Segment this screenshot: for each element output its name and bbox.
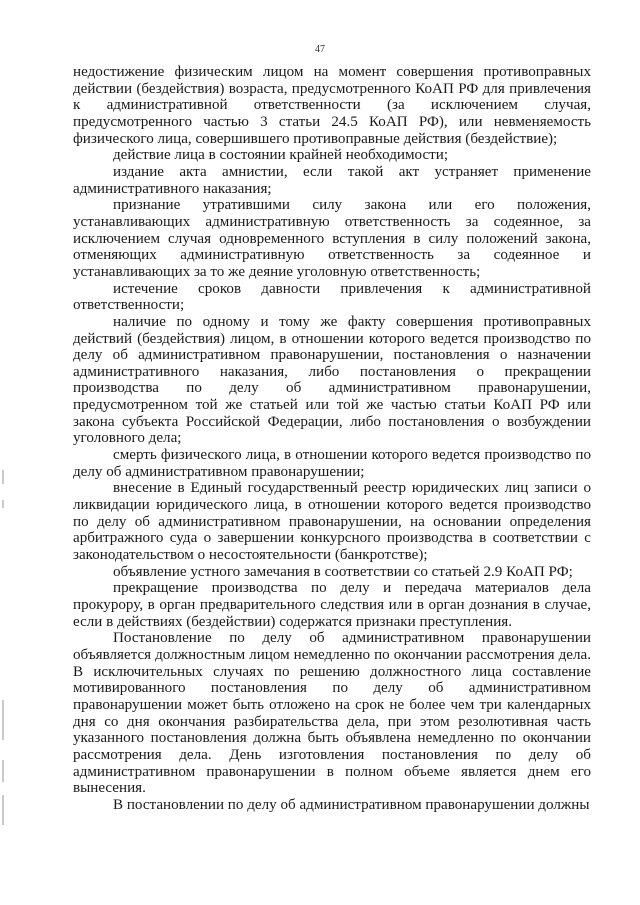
paragraph: действие лица в состоянии крайней необходимости; xyxy=(113,147,449,164)
scan-margin-marks xyxy=(2,470,6,830)
document-body xyxy=(73,64,591,814)
paragraph: издание акта амнистии, если такой акт устраняет применение административного наказания; xyxy=(73,163,591,197)
paragraph: недостижение физическим лицом на момент совершения противоправных действии (бездействия) возраста, предусмотренного КоАП РФ для привлечения к административной ответственности (за исключением случая, предусмотренного частью 3 статьи 24.5 КоАП РФ), или невменяемость физического лица, совершившего противоправные действия (бездействие); xyxy=(73,64,591,147)
paragraph: признание утратившими силу закона или его положения, устанавливающих административную ответственность за содеянное, за исключением случая одновременного вступления в силу положений закона, отменяющих административную ответственность за содеянное и устанавливающих за то же деяние уголовную ответственность; xyxy=(73,197,591,280)
paragraph: наличие по одному и тому же факту совершения противоправных действий (бездействия) лицом, в отношении которого ведется производство по делу об административном правонарушении, постановления о назначении административного наказания, либо постановления о прекращении производства по делу об административном правонарушении, предусмотренном той же статьей или той же частью статьи КоАП РФ или закона субъекта Российской Федерации, либо постановления о возбуждении уголовного дела; xyxy=(73,313,591,447)
paragraph: внесение в Единый государственный реестр юридических лиц записи о ликвидации юридического лица, в отношении которого ведется производство по делу об административном правонарушении, на основании определения арбитражного суда о завершении конкурсного производства в соответствии с законодательством о несостоятельности (банкротстве); xyxy=(73,480,591,564)
paragraph: прекращение производства по делу и передача материалов дела прокурору, в орган предварительного следствия или в орган дознания в случае, если в действиях (бездействии) содержатся признаки преступления. xyxy=(73,580,591,630)
page-number: 47 xyxy=(315,44,325,55)
paragraph: истечение сроков давности привлечения к административной ответственности; xyxy=(73,280,591,314)
paragraph: Постановление по делу об административном правонарушении объявляется должностным лицом немедленно по окончании рассмотрения дела. В исключительных случаях по решению должностного лица составление мотивированного постановления по делу об административном правонарушении может быть отложено на срок не более чем три календарных дня со дня окончания разбирательства дела, при этом резолютивная часть указанного постановления должна быть объявлена немедленно по окончании рассмотрения дела. День изготовления постановления по делу об административном правонарушении в полном объеме является днем его вынесения. xyxy=(73,630,591,797)
paragraph: объявление устного замечания в соответствии со статьей 2.9 КоАП РФ; xyxy=(113,563,573,580)
paragraph: смерть физического лица, в отношении которого ведется производство по делу об административном правонарушении; xyxy=(73,447,591,480)
paragraph: В постановлении по делу об административном правонарушении должны xyxy=(113,796,590,813)
